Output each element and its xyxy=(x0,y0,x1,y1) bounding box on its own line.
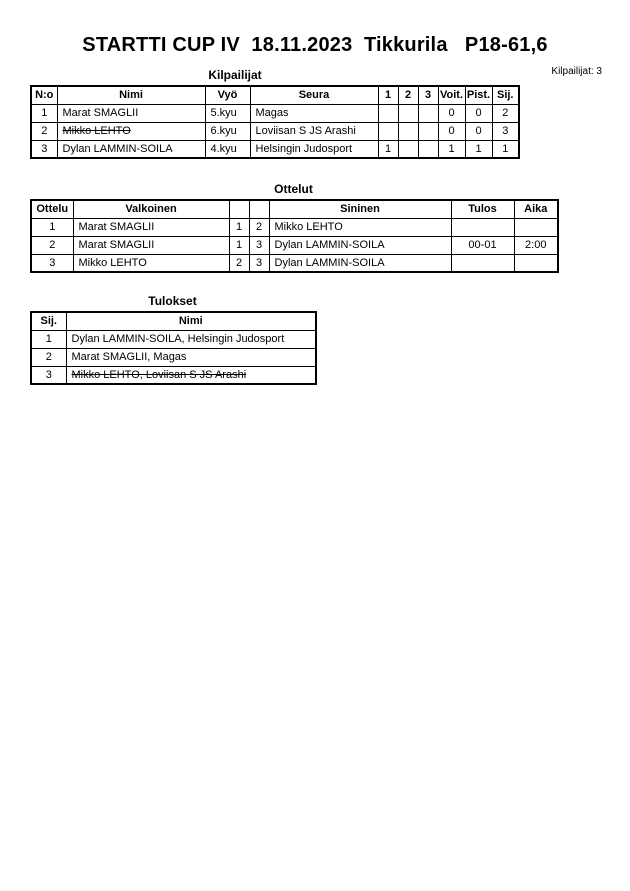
result-name-cell: Dylan LAMMIN-SOILA, Helsingin Judosport xyxy=(66,330,316,348)
col-wins: Voit. xyxy=(438,86,465,104)
match-no: 1 xyxy=(31,218,73,236)
competitor-name: Mikko LEHTO xyxy=(57,122,205,140)
col-time: Aika xyxy=(514,200,558,218)
competitor-club: Magas xyxy=(250,104,378,122)
result-cell: 00-01 xyxy=(451,236,514,254)
competitor-club: Helsingin Judosport xyxy=(250,140,378,158)
col-name: Nimi xyxy=(57,86,205,104)
round-1-cell xyxy=(378,122,398,140)
place-cell: 2 xyxy=(492,104,519,122)
white-number: 1 xyxy=(229,218,249,236)
wins-cell: 1 xyxy=(438,140,465,158)
col-result-name: Nimi xyxy=(66,312,316,330)
white-name: Marat SMAGLII xyxy=(73,218,229,236)
round-1-cell: 1 xyxy=(378,140,398,158)
competitor-row xyxy=(31,104,519,122)
col-club: Seura xyxy=(250,86,378,104)
competitor-row xyxy=(31,140,519,158)
competitor-no: 2 xyxy=(31,122,57,140)
col-round-2: 2 xyxy=(398,86,418,104)
result-cell xyxy=(451,254,514,272)
round-3-cell xyxy=(418,104,438,122)
competitor-no: 1 xyxy=(31,104,57,122)
competitors-header-row xyxy=(31,86,519,104)
blue-number: 3 xyxy=(249,254,269,272)
points-cell: 0 xyxy=(465,122,492,140)
round-1-cell xyxy=(378,104,398,122)
col-no: N:o xyxy=(31,86,57,104)
match-no: 2 xyxy=(31,236,73,254)
placing-cell: 3 xyxy=(31,366,66,384)
matches-heading: Ottelut xyxy=(274,182,313,196)
col-round-3: 3 xyxy=(418,86,438,104)
result-row xyxy=(31,330,316,348)
white-number: 1 xyxy=(229,236,249,254)
result-name-cell: Marat SMAGLII, Magas xyxy=(66,348,316,366)
white-name: Mikko LEHTO xyxy=(73,254,229,272)
time-cell xyxy=(514,218,558,236)
result-name-cell: Mikko LEHTO, Loviisan S JS Arashi xyxy=(66,366,316,384)
matches-table xyxy=(30,199,559,273)
time-cell: 2:00 xyxy=(514,236,558,254)
blue-number: 3 xyxy=(249,236,269,254)
col-points: Pist. xyxy=(465,86,492,104)
placing-cell: 1 xyxy=(31,330,66,348)
results-heading: Tulokset xyxy=(148,294,197,308)
points-cell: 1 xyxy=(465,140,492,158)
page-title: STARTTI CUP IV 18.11.2023 Tikkurila P18-61,6 xyxy=(82,34,548,56)
matches-header-row xyxy=(31,200,558,218)
col-round-1: 1 xyxy=(378,86,398,104)
col-white: Valkoinen xyxy=(73,200,229,218)
col-place: Sij. xyxy=(492,86,519,104)
results-header-row xyxy=(31,312,316,330)
competitor-count-label: Kilpailijat: 3 xyxy=(551,66,602,77)
round-3-cell xyxy=(418,140,438,158)
competitors-heading: Kilpailijat xyxy=(208,68,262,82)
col-white-num xyxy=(229,200,249,218)
col-placing: Sij. xyxy=(31,312,66,330)
competitor-name: Marat SMAGLII xyxy=(57,104,205,122)
match-no: 3 xyxy=(31,254,73,272)
place-cell: 1 xyxy=(492,140,519,158)
result-cell xyxy=(451,218,514,236)
competitor-belt: 5.kyu xyxy=(205,104,250,122)
match-row xyxy=(31,236,558,254)
match-row xyxy=(31,218,558,236)
wins-cell: 0 xyxy=(438,122,465,140)
col-result: Tulos xyxy=(451,200,514,218)
blue-number: 2 xyxy=(249,218,269,236)
blue-name: Dylan LAMMIN-SOILA xyxy=(269,236,451,254)
place-cell: 3 xyxy=(492,122,519,140)
competitors-table xyxy=(30,85,520,159)
points-cell: 0 xyxy=(465,104,492,122)
round-2-cell xyxy=(398,140,418,158)
white-number: 2 xyxy=(229,254,249,272)
col-match-no: Ottelu xyxy=(31,200,73,218)
round-2-cell xyxy=(398,104,418,122)
match-row xyxy=(31,254,558,272)
competitor-no: 3 xyxy=(31,140,57,158)
competitor-belt: 6.kyu xyxy=(205,122,250,140)
col-blue: Sininen xyxy=(269,200,451,218)
results-table xyxy=(30,311,317,385)
competitor-belt: 4.kyu xyxy=(205,140,250,158)
round-3-cell xyxy=(418,122,438,140)
round-2-cell xyxy=(398,122,418,140)
blue-name: Mikko LEHTO xyxy=(269,218,451,236)
competitor-row xyxy=(31,122,519,140)
col-belt: Vyö xyxy=(205,86,250,104)
wins-cell: 0 xyxy=(438,104,465,122)
time-cell xyxy=(514,254,558,272)
competitor-name: Dylan LAMMIN-SOILA xyxy=(57,140,205,158)
blue-name: Dylan LAMMIN-SOILA xyxy=(269,254,451,272)
col-blue-num xyxy=(249,200,269,218)
result-row xyxy=(31,348,316,366)
result-row xyxy=(31,366,316,384)
placing-cell: 2 xyxy=(31,348,66,366)
competitor-club: Loviisan S JS Arashi xyxy=(250,122,378,140)
white-name: Marat SMAGLII xyxy=(73,236,229,254)
